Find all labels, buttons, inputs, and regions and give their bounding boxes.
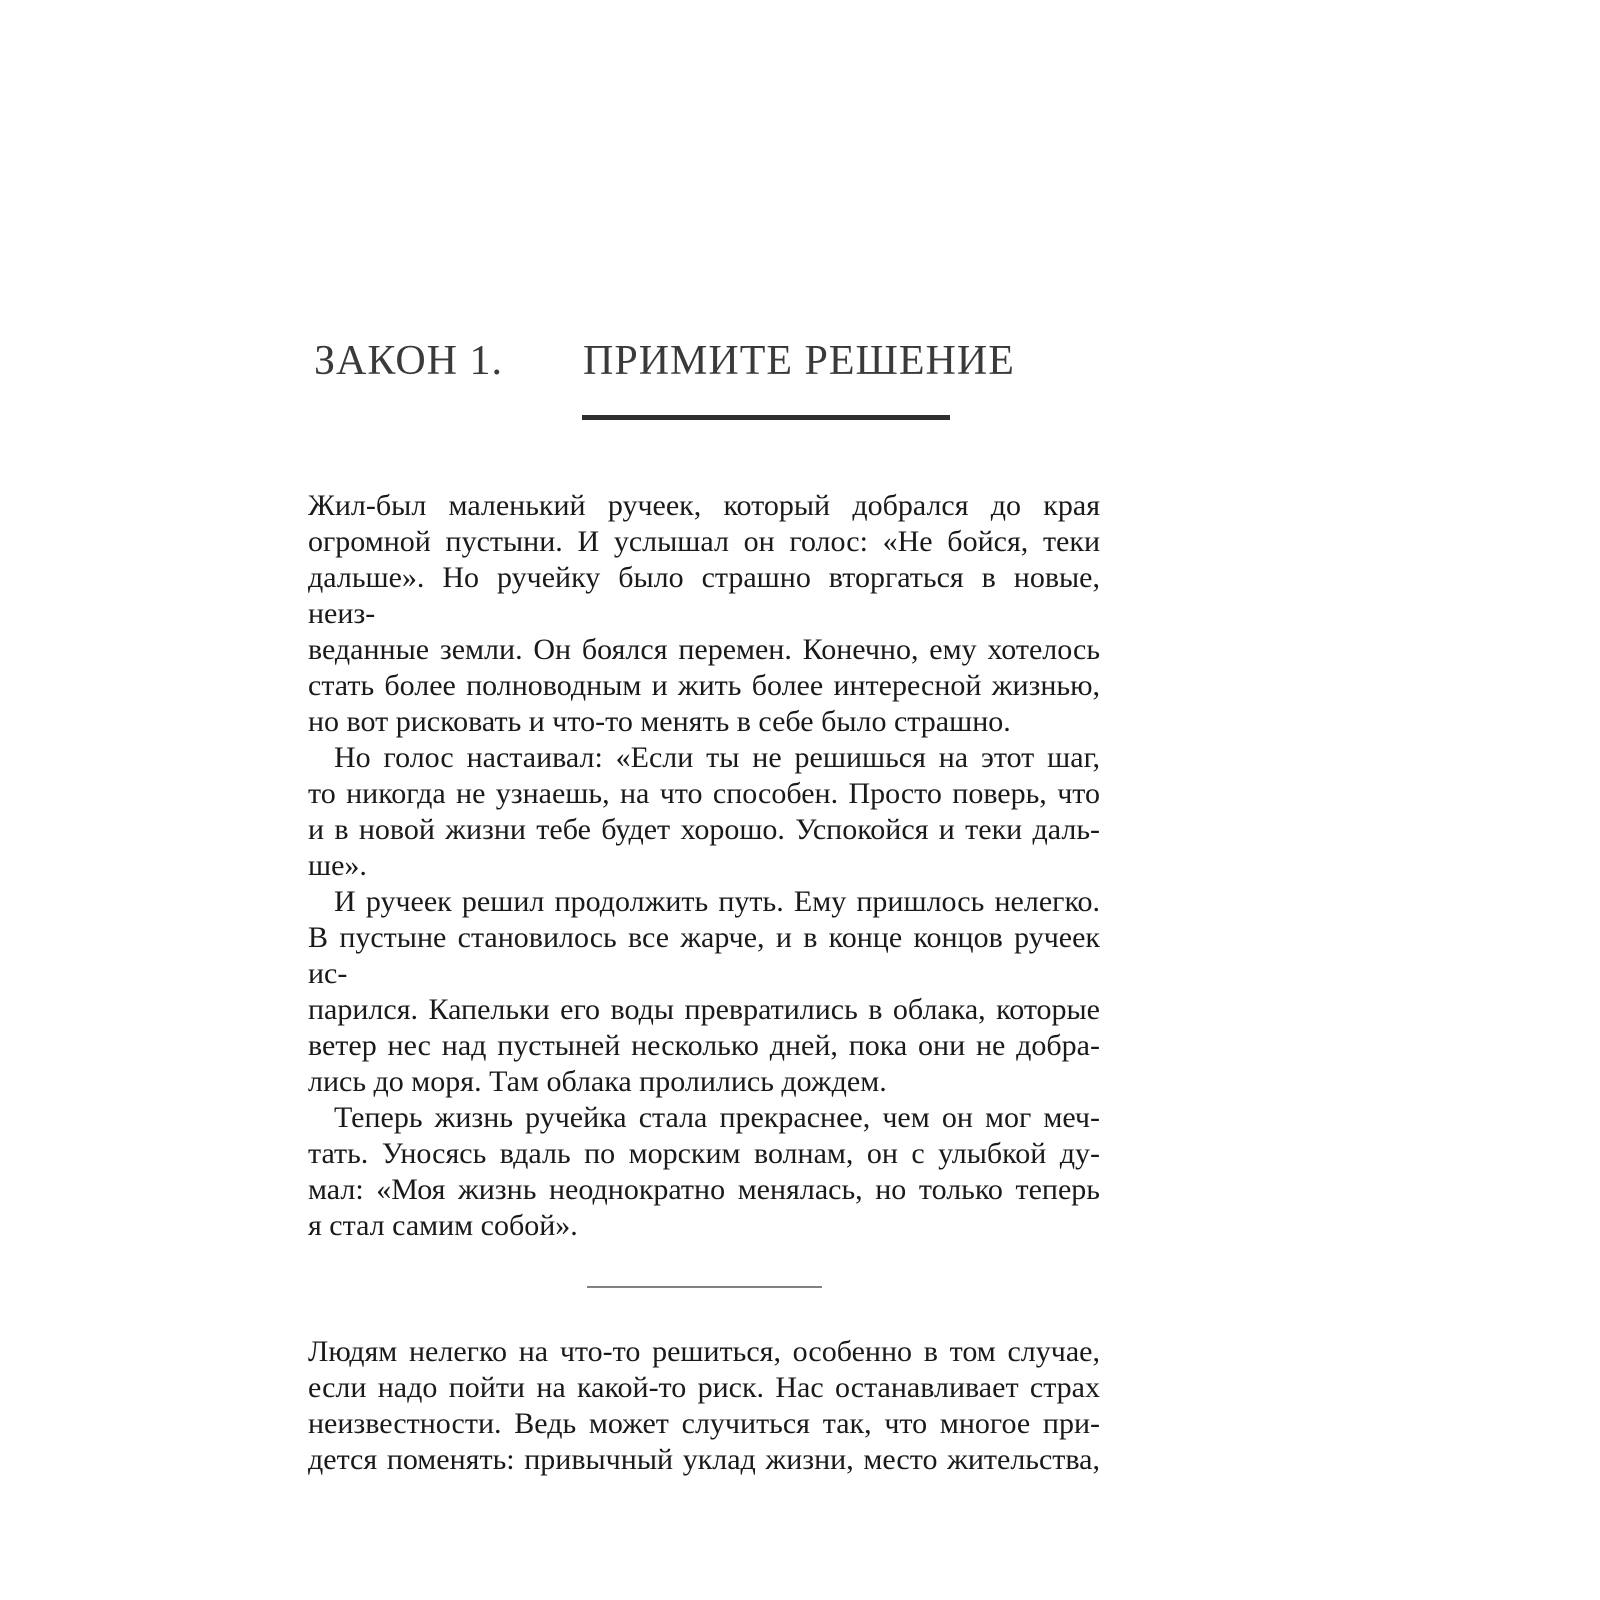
text-line: если надо пойти на какой-то риск. Нас останавливает страх: [308, 1371, 1100, 1404]
chapter-heading: [314, 340, 1100, 383]
text-line: Жил-был маленький ручеек, который добрался до края: [308, 489, 1100, 522]
paragraph: [308, 884, 1100, 1100]
text-line: парился. Капельки его воды превратились в облака, которые: [308, 993, 1100, 1026]
text-line: я стал самим собой».: [308, 1209, 578, 1242]
chapter-number: ЗАКОН 1.: [314, 338, 504, 384]
paragraph: [308, 1334, 1100, 1478]
body-text: [308, 488, 1100, 1478]
text-line: Теперь жизнь ручейка стала прекраснее, чем он мог меч-: [334, 1101, 1100, 1134]
text-line: то никогда не узнаешь, на что способен. Просто поверь, что: [308, 777, 1100, 810]
paragraph: [308, 488, 1100, 740]
paragraph: [308, 740, 1100, 884]
text-line: огромной пустыни. И услышал он голос: «Не бойся, теки: [308, 525, 1100, 558]
paragraph: [308, 1100, 1100, 1244]
text-line: стать более полноводным и жить более интересной жизнью,: [308, 669, 1100, 702]
text-line: мал: «Моя жизнь неоднократно менялась, но только теперь: [308, 1173, 1100, 1206]
text-line: лись до моря. Там облака пролились дождем.: [308, 1065, 887, 1098]
text-line: ветер нес над пустыней несколько дней, пока они не добра-: [308, 1029, 1100, 1062]
section-divider-rule: [587, 1286, 822, 1288]
chapter-title: ПРИМИТЕ РЕШЕНИЕ: [583, 338, 1015, 384]
page-content: [308, 340, 1100, 1478]
text-line: В пустыне становилось все жарче, и в конце концов ручеек ис-: [308, 921, 1100, 990]
text-line: Людям нелегко на что-то решиться, особенно в том случае,: [308, 1335, 1100, 1368]
text-line: неизвестности. Ведь может случиться так, что многое при-: [308, 1407, 1100, 1440]
text-line: Но голос настаивал: «Если ты не решишься на этот шаг,: [334, 741, 1100, 774]
text-line: и в новой жизни тебе будет хорошо. Успокойся и теки даль-: [308, 813, 1100, 846]
text-line: тать. Уносясь вдаль по морским волнам, он с улыбкой ду-: [308, 1137, 1100, 1170]
text-line: веданные земли. Он боялся перемен. Конечно, ему хотелось: [308, 633, 1100, 666]
text-line: дальше». Но ручейку было страшно вторгаться в новые, неиз-: [308, 561, 1100, 630]
text-line: И ручеек решил продолжить путь. Ему пришлось нелегко.: [334, 885, 1100, 918]
text-line: ше».: [308, 849, 367, 882]
title-underline-rule: [582, 415, 950, 420]
text-line: дется поменять: привычный уклад жизни, место жительства,: [308, 1443, 1100, 1476]
text-line: но вот рисковать и что-то менять в себе было страшно.: [308, 705, 1011, 738]
